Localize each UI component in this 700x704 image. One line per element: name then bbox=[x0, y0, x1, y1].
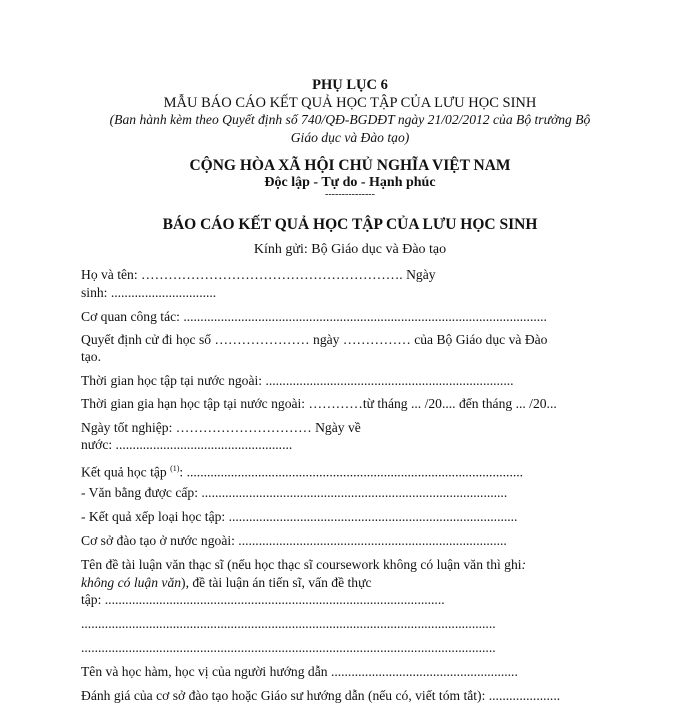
field-extension: Thời gian gia hạn học tập tại nước ngoài: …………từ tháng ... /20.... đến tháng ... /20... bbox=[81, 396, 557, 411]
thesis-text-b: ), đề tài luận án tiến sĩ, vấn đề thực bbox=[181, 575, 372, 590]
field-thesis-line1 bbox=[81, 556, 611, 573]
motto: Độc lập - Tự do - Hạnh phúc bbox=[264, 175, 436, 190]
field-evaluation: Đánh giá của cơ sở đào tạo hoặc Giáo sư hướng dẫn (nếu có, viết tóm tắt): ..................... bbox=[81, 688, 561, 703]
issued-note-line1: (Ban hành kèm theo Quyết định số 740/QĐ-BGDĐT ngày 21/02/2012 của Bộ trưởng Bộ bbox=[109, 112, 591, 127]
field-dob: sinh: ............................... bbox=[81, 285, 217, 300]
result-label: Kết quả học tập bbox=[81, 464, 171, 480]
field-decision: Quyết định cử đi học số ………………… ngày …………… của Bộ Giáo dục và Đào bbox=[81, 332, 548, 347]
issued-note-line2: Giáo dục và Đào tạo) bbox=[290, 130, 410, 145]
motto-rule: --------------- bbox=[325, 189, 375, 200]
thesis-text-a: Tên đề tài luận văn thạc sĩ (nếu học thạc sĩ coursework không có luận văn thì ghi bbox=[81, 557, 522, 572]
blank-line-2: .......................................................................................................................... bbox=[81, 640, 496, 655]
footnote-marker: (1) bbox=[170, 464, 180, 473]
report-title: BÁO CÁO KẾT QUẢ HỌC TẬP CỦA LƯU HỌC SINH bbox=[162, 216, 538, 233]
result-dots: : ................................................................................................... bbox=[179, 464, 524, 480]
addressee: Kính gửi: Bộ Giáo dục và Đào tạo bbox=[253, 242, 447, 257]
thesis-colon: : bbox=[521, 557, 527, 572]
field-return: nước: .................................................... bbox=[81, 437, 293, 452]
field-graduation: Ngày tốt nghiệp: ………………………… Ngày về bbox=[81, 420, 361, 435]
blank-line-1: .......................................................................................................................... bbox=[81, 616, 496, 631]
appendix-heading: PHỤ LỤC 6 bbox=[312, 77, 388, 93]
thesis-no-thesis: không có luận văn bbox=[81, 575, 182, 590]
field-ranking: - Kết quả xếp loại học tập: ..................................................................................... bbox=[81, 509, 518, 524]
country-heading: CỘNG HÒA XÃ HỘI CHỦ NGHĨA VIỆT NAM bbox=[189, 157, 511, 174]
field-institution: Cơ sở đào tạo ở nước ngoài: ............................................................................... bbox=[81, 533, 507, 548]
field-thesis-line3: tập: .................................................................................................... bbox=[81, 592, 445, 607]
field-agency: Cơ quan công tác: ........................................................................................................... bbox=[81, 309, 547, 324]
field-degree: - Văn bằng được cấp: .......................................................................................... bbox=[81, 485, 508, 500]
form-title: MẪU BÁO CÁO KẾT QUẢ HỌC TẬP CỦA LƯU HỌC SINH bbox=[163, 95, 537, 111]
field-thesis-line2 bbox=[81, 574, 611, 591]
field-name: Họ và tên: …………………………………………………. Ngày bbox=[81, 267, 436, 282]
field-result bbox=[81, 460, 611, 481]
field-supervisor: Tên và học hàm, học vị của người hướng dẫn ....................................................... bbox=[81, 664, 518, 679]
field-study-time: Thời gian học tập tại nước ngoài: ......................................................................... bbox=[81, 373, 514, 388]
field-decision-cont: tạo. bbox=[81, 349, 102, 364]
